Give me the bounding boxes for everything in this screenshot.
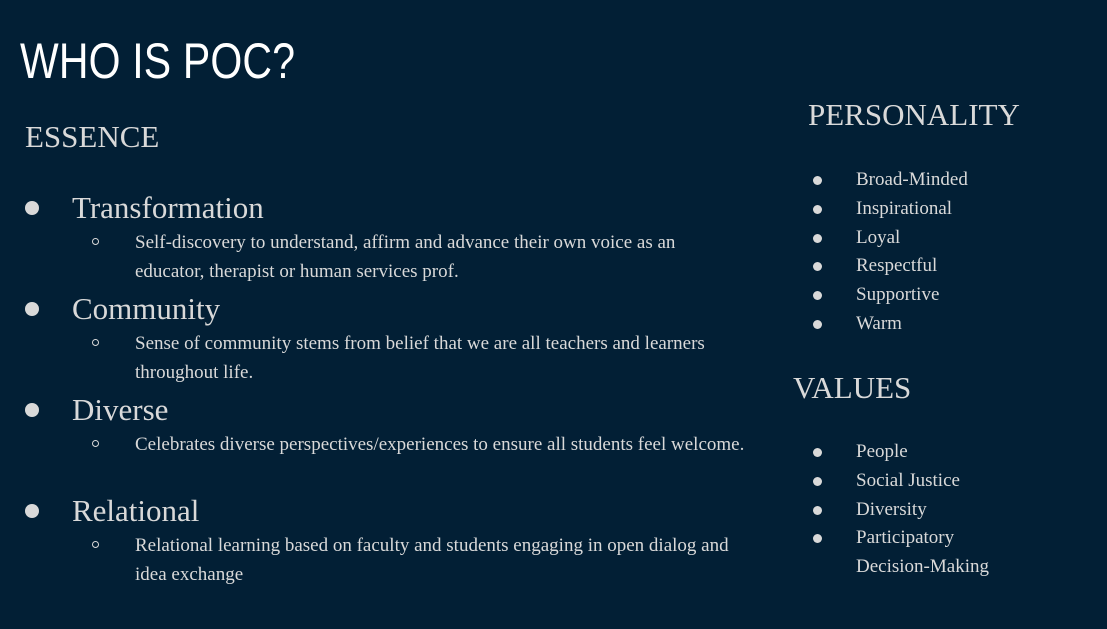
bullet-icon [813,477,822,486]
values-label: Social Justice [856,469,960,491]
values-label: Diversity [856,498,927,520]
personality-label: Inspirational [856,197,953,219]
bullet-icon [813,234,822,243]
bullet-icon [813,448,822,457]
personality-label: Loyal [856,226,901,248]
essence-heading: ESSENCE [25,119,160,154]
essence-description-text: Celebrates diverse perspectives/experiences to ensure all students feel welcome. [135,434,745,455]
bullet-icon [813,291,822,300]
essence-description-text: Self-discovery to understand, affirm and advance their own voice as an educator, therapist or human services prof. [135,232,676,282]
personality-item [0,224,901,253]
essence-label: Relational [72,493,200,528]
values-item [0,438,908,467]
values-label: People [856,441,908,462]
bullet-icon [25,403,39,417]
personality-item [0,310,902,339]
personality-label: Warm [856,312,902,334]
bullet-icon [813,205,822,214]
bullet-icon [813,506,822,515]
personality-item [0,281,940,310]
hollow-bullet-icon [92,339,99,346]
personality-label: Supportive [856,284,940,306]
bullet-icon [813,534,822,543]
essence-label: Diverse [72,392,169,427]
personality-label: Respectful [856,255,938,277]
essence-label: Transformation [72,190,264,225]
values-heading: VALUES [793,370,912,405]
personality-item [0,195,953,224]
essence-description-text: Relational learning based on faculty and students engaging in open dialog and idea exchange [135,535,729,585]
values-item [0,467,960,496]
bullet-icon [813,176,822,185]
essence-description-text: Sense of community stems from belief that we are all teachers and learners throughout life. [135,333,705,383]
values-item: Participatory Decision-Making [0,524,856,582]
personality-item [0,166,968,195]
bullet-icon [813,262,822,271]
bullet-icon [813,320,822,329]
slide-title: WHO IS POC? [20,33,296,89]
values-item [0,496,927,525]
personality-item [0,252,938,281]
personality-heading: PERSONALITY [808,97,1020,132]
essence-label: Community [72,291,221,326]
personality-label: Broad-Minded [856,169,968,190]
